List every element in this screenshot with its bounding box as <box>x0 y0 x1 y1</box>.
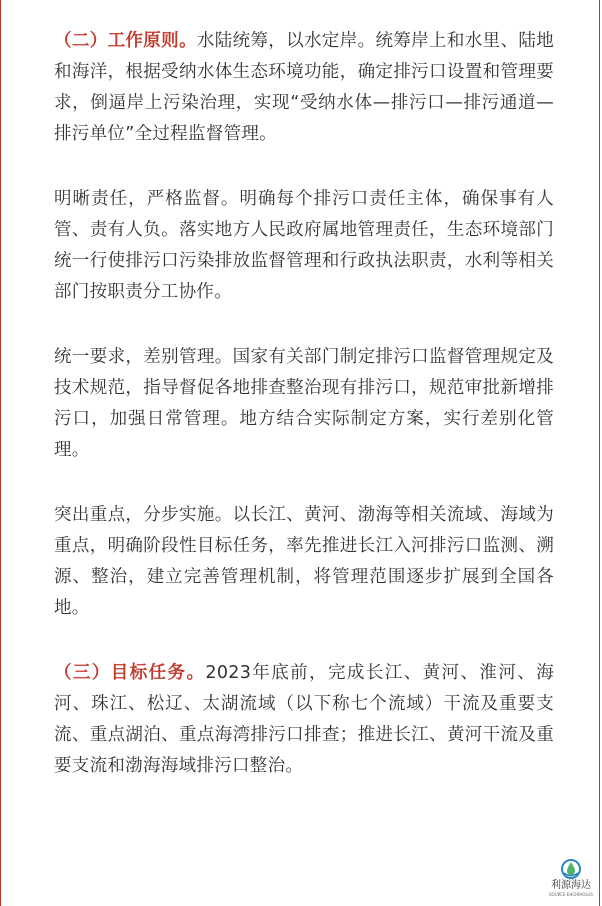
watermark-logo <box>542 858 600 904</box>
paragraph-targets <box>54 658 554 782</box>
droplet-logo-icon <box>560 858 582 880</box>
paragraph-differential-management <box>54 342 554 466</box>
section-heading: （三）目标任务。 <box>54 663 206 683</box>
paragraph-text: 2023年底前，完成长江、黄河、淮河、海河、珠江、松辽、太湖流域（以下称七个流域）干流及重要支流、重点湖泊、重点海湾排污口排查；推进长江、黄河干流及重要支流和渤海海域排污口整治。 <box>54 663 554 776</box>
section-heading: （二）工作原则。 <box>54 31 197 51</box>
paragraph-key-points <box>54 500 554 624</box>
watermark-text: 利源海达 <box>551 880 591 891</box>
article-content <box>54 26 554 782</box>
paragraph-responsibility <box>54 184 554 308</box>
paragraph-text: 统一要求，差别管理。国家有关部门制定排污口监督管理规定及技术规范，指导督促各地排查整治现有排污口，规范审批新增排污口，加强日常管理。地方结合实际制定方案，实行差别化管理。 <box>54 347 554 460</box>
paragraph-work-principles <box>54 26 554 150</box>
paragraph-text: 水陆统筹，以水定岸。统筹岸上和水里、陆地和海洋，根据受纳水体生态环境功能，确定排污口设置和管理要求，倒逼岸上污染治理，实现“受纳水体—排污口—排污通道—排污单位”全过程监督管理。 <box>54 31 554 144</box>
paragraph-text: 明晰责任，严格监督。明确每个排污口责任主体，确保事有人管、责有人负。落实地方人民政府属地管理责任，生态环境部门统一行使排污口污染排放监督管理和行政执法职责，水利等相关部门按职责分工协作。 <box>54 189 554 302</box>
watermark-subtext: SOURCE EHCHIHOLUS <box>549 892 593 897</box>
paragraph-text: 突出重点，分步实施。以长江、黄河、渤海等相关流域、海域为重点，明确阶段性目标任务，率先推进长江入河排污口监测、溯源、整治，建立完善管理机制，将管理范围逐步扩展到全国各地。 <box>54 505 554 618</box>
